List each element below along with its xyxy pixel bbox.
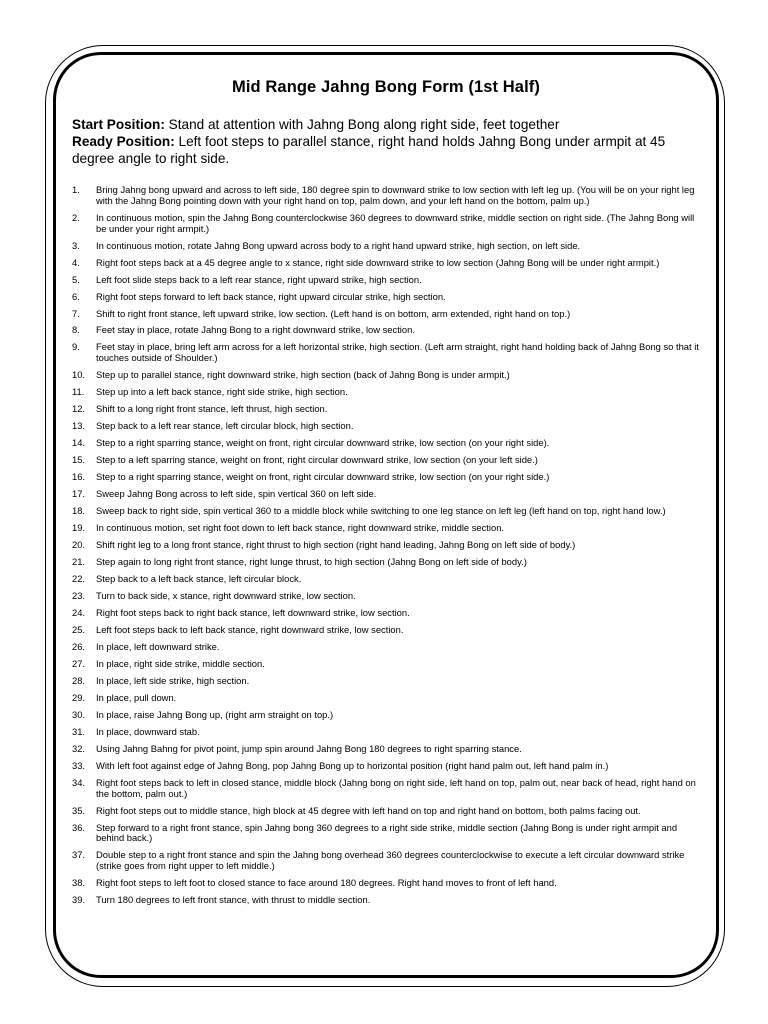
step-text: Double step to a right front stance and spin the Jahng bong overhead 360 degrees counterclockwise to execute a left circular downward strike (strike goes from right upper to left middle.) xyxy=(96,849,685,872)
step-number: 34. xyxy=(72,776,86,788)
step-number: 23. xyxy=(72,590,86,602)
start-position xyxy=(72,116,700,133)
list-item xyxy=(72,489,700,500)
list-item xyxy=(72,642,700,653)
list-item xyxy=(72,421,700,432)
step-number: 10. xyxy=(72,369,86,381)
step-number: 17. xyxy=(72,488,86,500)
step-number: 31. xyxy=(72,725,86,737)
step-text: Step to a left sparring stance, weight on front, right circular downward strike, low section (on your left side.) xyxy=(96,454,538,466)
step-text: In continuous motion, rotate Jahng Bong upward across body to a right hand upward strike, high section, on left side. xyxy=(96,239,581,251)
step-text: Shift right leg to a long front stance, right thrust to high section (right hand leading, Jahng Bong on left side of body.) xyxy=(96,539,576,551)
step-text: Step to a right sparring stance, weight on front, right circular downward strike, low section (on your right side.) xyxy=(96,471,550,483)
list-item xyxy=(72,404,700,415)
step-text: Sweep Jahng Bong across to left side, spin vertical 360 on left side. xyxy=(96,488,377,500)
list-item xyxy=(72,676,700,687)
list-item xyxy=(72,506,700,517)
step-number: 18. xyxy=(72,505,86,517)
list-item xyxy=(72,625,700,636)
step-text: Turn 180 degrees to left front stance, with thrust to middle section. xyxy=(96,894,371,906)
list-item xyxy=(72,258,700,269)
step-text: In place, left downward strike. xyxy=(96,641,220,652)
ready-position-text: Left foot steps to parallel stance, right hand holds Jahng Bong under armpit at 45 degree angle to right side. xyxy=(72,134,666,166)
steps-list xyxy=(72,185,700,906)
step-number: 15. xyxy=(72,454,86,466)
step-text: Turn to back side, x stance, right downward strike, low section. xyxy=(96,590,356,602)
step-number: 37. xyxy=(72,849,86,861)
step-number: 24. xyxy=(72,607,86,619)
step-number: 4. xyxy=(72,256,80,268)
list-item xyxy=(72,557,700,568)
step-text: Step again to long right front stance, right lunge thrust, to high section (Jahng Bong on left side of body.) xyxy=(96,556,527,568)
list-item xyxy=(72,438,700,449)
list-item xyxy=(72,342,700,364)
list-item xyxy=(72,523,700,534)
step-number: 39. xyxy=(72,894,86,906)
step-number: 5. xyxy=(72,273,80,285)
step-number: 38. xyxy=(72,877,86,889)
list-item xyxy=(72,850,700,872)
list-item xyxy=(72,241,700,252)
start-position-text: Stand at attention with Jahng Bong along right side, feet together xyxy=(164,117,560,132)
list-item xyxy=(72,778,700,800)
step-number: 7. xyxy=(72,307,80,319)
step-text: With left foot against edge of Jahng Bong, pop Jahng Bong up to horizontal position (right hand palm out, left hand palm in.) xyxy=(96,759,609,771)
step-text: In place, raise Jahng Bong up, (right arm straight on top.) xyxy=(96,708,334,720)
step-text: In place, left side strike, high section. xyxy=(96,674,250,686)
list-item xyxy=(72,761,700,772)
step-number: 29. xyxy=(72,691,86,703)
list-item xyxy=(72,213,700,235)
step-number: 2. xyxy=(72,211,80,223)
list-item xyxy=(72,744,700,755)
step-text: Shift to a long right front stance, left thrust, high section. xyxy=(96,403,328,415)
step-number: 14. xyxy=(72,437,86,449)
document-title: Mid Range Jahng Bong Form (1st Half) xyxy=(232,78,540,96)
step-text: Feet stay in place, bring left arm across for a left horizontal strike, high section. (Left arm straight, right hand holding back of Jahng Bong so that it touches outside of Shoulder.) xyxy=(96,341,699,364)
step-text: In continuous motion, set right foot down to left back stance, right downward strike, middle section. xyxy=(96,522,505,534)
step-text: Feet stay in place, rotate Jahng Bong to a right downward strike, low section. xyxy=(96,324,415,336)
step-number: 33. xyxy=(72,759,86,771)
step-number: 9. xyxy=(72,341,80,353)
ready-position xyxy=(72,133,700,167)
step-text: Left foot steps back to left back stance, right downward strike, low section. xyxy=(96,624,404,636)
step-text: Left foot slide steps back to a left rear stance, right upward strike, high section. xyxy=(96,273,422,285)
step-text: Right foot steps to left foot to closed stance to face around 180 degrees. Right hand moves to front of left hand. xyxy=(96,877,557,889)
list-item xyxy=(72,823,700,845)
step-text: Step to a right sparring stance, weight on front, right circular downward strike, low section (on your right side). xyxy=(96,437,550,449)
list-item xyxy=(72,574,700,585)
list-item xyxy=(72,309,700,320)
step-text: In place, pull down. xyxy=(96,691,177,703)
list-item xyxy=(72,727,700,738)
step-text: Step back to a left rear stance, left circular block, high section. xyxy=(96,420,354,432)
ready-position-label: Ready Position: xyxy=(72,134,175,149)
step-number: 36. xyxy=(72,821,86,833)
step-number: 25. xyxy=(72,624,86,636)
step-number: 6. xyxy=(72,290,80,302)
list-item xyxy=(72,878,700,889)
step-number: 32. xyxy=(72,742,86,754)
step-number: 21. xyxy=(72,556,86,568)
step-text: Right foot steps back to right back stance, left downward strike, low section. xyxy=(96,607,410,619)
step-text: In continuous motion, spin the Jahng Bong counterclockwise 360 degrees to downward strike, middle section on right side. (The Jahng Bong will be under your right armpit.) xyxy=(96,211,695,234)
step-number: 30. xyxy=(72,708,86,720)
step-number: 11. xyxy=(72,386,85,398)
list-item xyxy=(72,659,700,670)
step-number: 22. xyxy=(72,573,86,585)
step-text: Step up to parallel stance, right downward strike, high section (back of Jahng Bong is under armpit.) xyxy=(96,369,510,381)
list-item xyxy=(72,275,700,286)
step-number: 12. xyxy=(72,403,86,415)
step-text: Step forward to a right front stance, spin Jahng bong 360 degrees to a right side strike, middle section (Jahng Bong is under right armpit and behind back.) xyxy=(96,821,678,844)
step-text: In place, downward stab. xyxy=(96,725,200,737)
list-item xyxy=(72,325,700,336)
step-text: Step up into a left back stance, right side strike, high section. xyxy=(96,386,348,398)
step-number: 8. xyxy=(72,324,80,336)
step-text: Sweep back to right side, spin vertical 360 to a middle block while switching to one leg stance on left leg (left hand on top, right hand low.) xyxy=(96,505,666,517)
start-position-label: Start Position: xyxy=(72,117,165,132)
step-number: 19. xyxy=(72,522,86,534)
document-content xyxy=(72,78,700,912)
step-text: Shift to right front stance, left upward strike, low section. (Left hand is on bottom, arm extended, right hand on top.) xyxy=(96,307,571,319)
step-number: 35. xyxy=(72,804,86,816)
list-item xyxy=(72,895,700,906)
list-item xyxy=(72,608,700,619)
step-text: In place, right side strike, middle section. xyxy=(96,657,265,669)
list-item xyxy=(72,185,700,207)
step-text: Using Jahng Bahng for pivot point, jump spin around Jahng Bong 180 degrees to right sparring stance. xyxy=(96,742,522,754)
list-item xyxy=(72,387,700,398)
step-text: Right foot steps out to middle stance, high block at 45 degree with left hand on top and right hand on bottom, both palms facing out. xyxy=(96,804,641,816)
list-item xyxy=(72,806,700,817)
step-text: Step back to a left back stance, left circular block. xyxy=(96,573,302,585)
step-number: 28. xyxy=(72,674,86,686)
step-number: 26. xyxy=(72,641,86,652)
list-item xyxy=(72,370,700,381)
step-number: 1. xyxy=(72,184,80,195)
step-text: Right foot steps back to left in closed stance, middle block (Jahng bong on right side, left hand on top, palm out, near back of head, right hand on the bottom, palm out.) xyxy=(96,776,696,799)
step-number: 27. xyxy=(72,657,86,669)
step-number: 3. xyxy=(72,239,80,251)
list-item xyxy=(72,710,700,721)
step-text: Right foot steps forward to left back stance, right upward circular strike, high section. xyxy=(96,290,446,302)
list-item xyxy=(72,591,700,602)
list-item xyxy=(72,472,700,483)
list-item xyxy=(72,540,700,551)
step-number: 13. xyxy=(72,420,86,432)
step-text: Bring Jahng bong upward and across to left side, 180 degree spin to downward strike to low section with left leg up. (You will be on your right leg with the Jahng Bong pointing down with your right hand on top, palm down, and your left hand on the bottom, palm up.) xyxy=(96,184,695,206)
intro-section xyxy=(72,116,700,167)
step-number: 20. xyxy=(72,539,86,551)
list-item xyxy=(72,292,700,303)
list-item xyxy=(72,455,700,466)
step-number: 16. xyxy=(72,471,86,483)
list-item xyxy=(72,693,700,704)
step-text: Right foot steps back at a 45 degree angle to x stance, right side downward strike to low section (Jahng Bong will be under right armpit.) xyxy=(96,256,660,268)
